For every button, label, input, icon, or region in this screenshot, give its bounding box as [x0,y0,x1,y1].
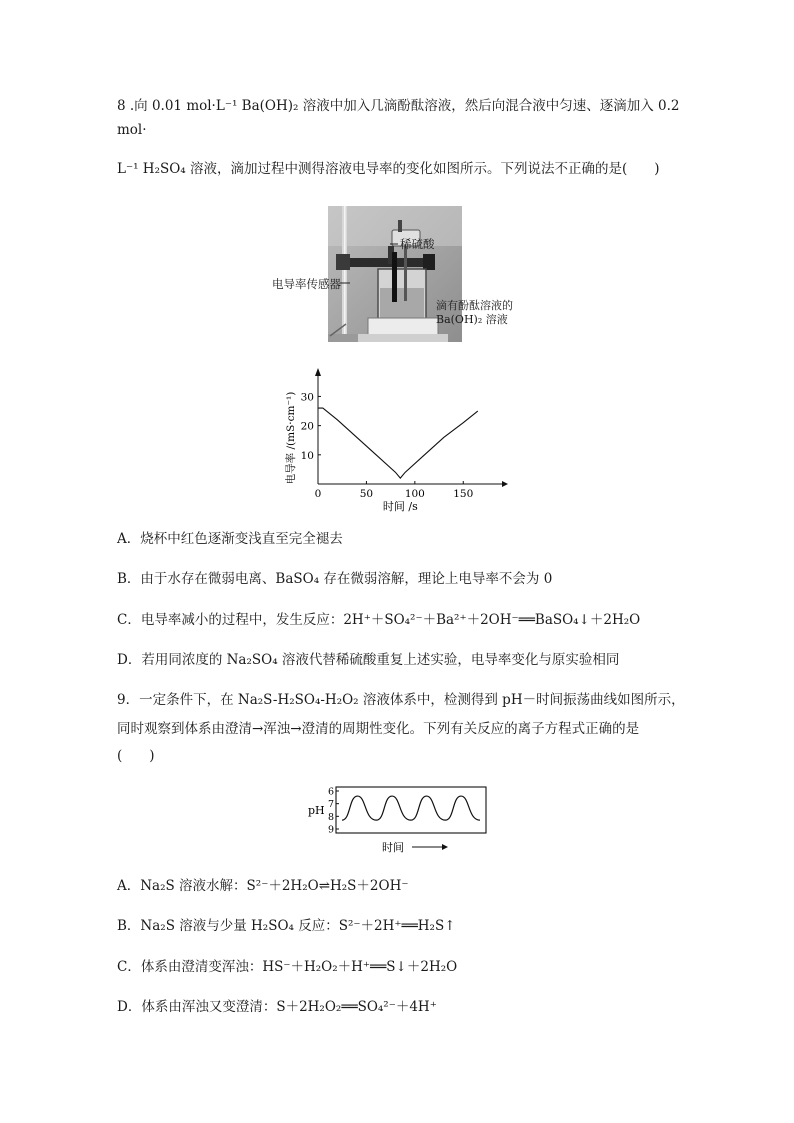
conductivity-chart [282,362,512,512]
ph-chart-svg [306,784,496,856]
q9-stem-line1: 9．一定条件下，在 Na₂S-H₂SO₄-H₂O₂ 溶液体系中，检测得到 pH－时间振荡曲线如图所示， [117,692,685,708]
q8-option-d: D．若用同浓度的 Na₂SO₄ 溶液代替稀硫酸重复上述实验，电导率变化与原实验相同 [117,652,620,668]
q9-stem-line2: 同时观察到体系由澄清→浑浊→澄清的周期性变化。下列有关反应的离子方程式正确的是 [117,721,640,737]
x-axis-label: 时间 /s [382,500,418,512]
label-solution-line1: 滴有酚酞溶液的 [436,299,513,312]
plot-frame [336,787,486,833]
q8-option-c: C．电导率减小的过程中，发生反应：2H⁺＋SO₄²⁻＋Ba²⁺＋2OH⁻══BaSO₄↓＋2H₂O [117,612,641,628]
y-tick-label: 20 [300,420,314,433]
q9-option-b: B．Na₂S 溶液与少量 H₂SO₄ 反应：S²⁻＋2H⁺══H₂S↑ [117,918,456,934]
q8-option-b: B．由于水存在微弱电离、BaSO₄ 存在微弱溶解，理论上电导率不会为 0 [117,571,553,587]
x-tick-label: 50 [359,488,374,500]
q9-option-a: A．Na₂S 溶液水解：S²⁻＋2H₂O⇌H₂S＋2OH⁻ [117,878,409,894]
q9-option-d: D．体系由浑浊又变澄清：S＋2H₂O₂══SO₄²⁻＋4H⁺ [117,999,437,1015]
q8-stem-line2: mol· [117,122,147,138]
y-tick-label: 7 [327,799,334,811]
conductivity-line [318,408,478,478]
label-dilute-sulfuric-acid: 稀硫酸 [400,237,435,251]
photo-leader-lines [340,236,410,286]
label-conductivity-sensor: 电导率传感器 [272,277,341,291]
x-axis-arrow [502,481,508,487]
x-tick-label: 0 [314,488,322,500]
q9-stem-line3: ( ) [117,748,155,764]
q8-option-a: A．烧杯中红色逐渐变浅直至完全褪去 [117,531,343,547]
y-axis-label: 电导率 /(mS·cm⁻¹) [285,391,297,485]
x-axis-label: 时间 [382,841,404,854]
x-tick-label: 150 [453,488,474,500]
y-tick-label: 9 [327,824,334,836]
x-axis-arrow-head [442,844,448,850]
conductivity-chart-svg [282,362,512,512]
label-solution-line2: Ba(OH)₂ 溶液 [436,313,508,326]
y-tick-label: 6 [327,786,334,798]
y-tick-label: 10 [300,449,314,462]
q8-stem-line1: 8 .向 0.01 mol·L⁻¹ Ba(OH)₂ 溶液中加入几滴酚酞溶液，然后向混合液中匀速、逐滴加入 0.2 [117,98,680,114]
y-axis-label: pH [308,804,325,817]
y-axis-arrow [315,368,321,376]
y-tick-label: 8 [327,811,334,823]
y-tick-label: 30 [300,391,314,404]
x-tick-label: 100 [404,488,425,500]
ph-curve [342,796,480,820]
ph-oscillation-chart [306,784,496,856]
q9-option-c: C．体系由澄清变浑浊：HS⁻＋H₂O₂＋H⁺══S↓＋2H₂O [117,959,458,975]
q8-stem-line3: L⁻¹ H₂SO₄ 溶液，滴加过程中测得溶液电导率的变化如图所示。下列说法不正确的是( ) [117,161,660,177]
